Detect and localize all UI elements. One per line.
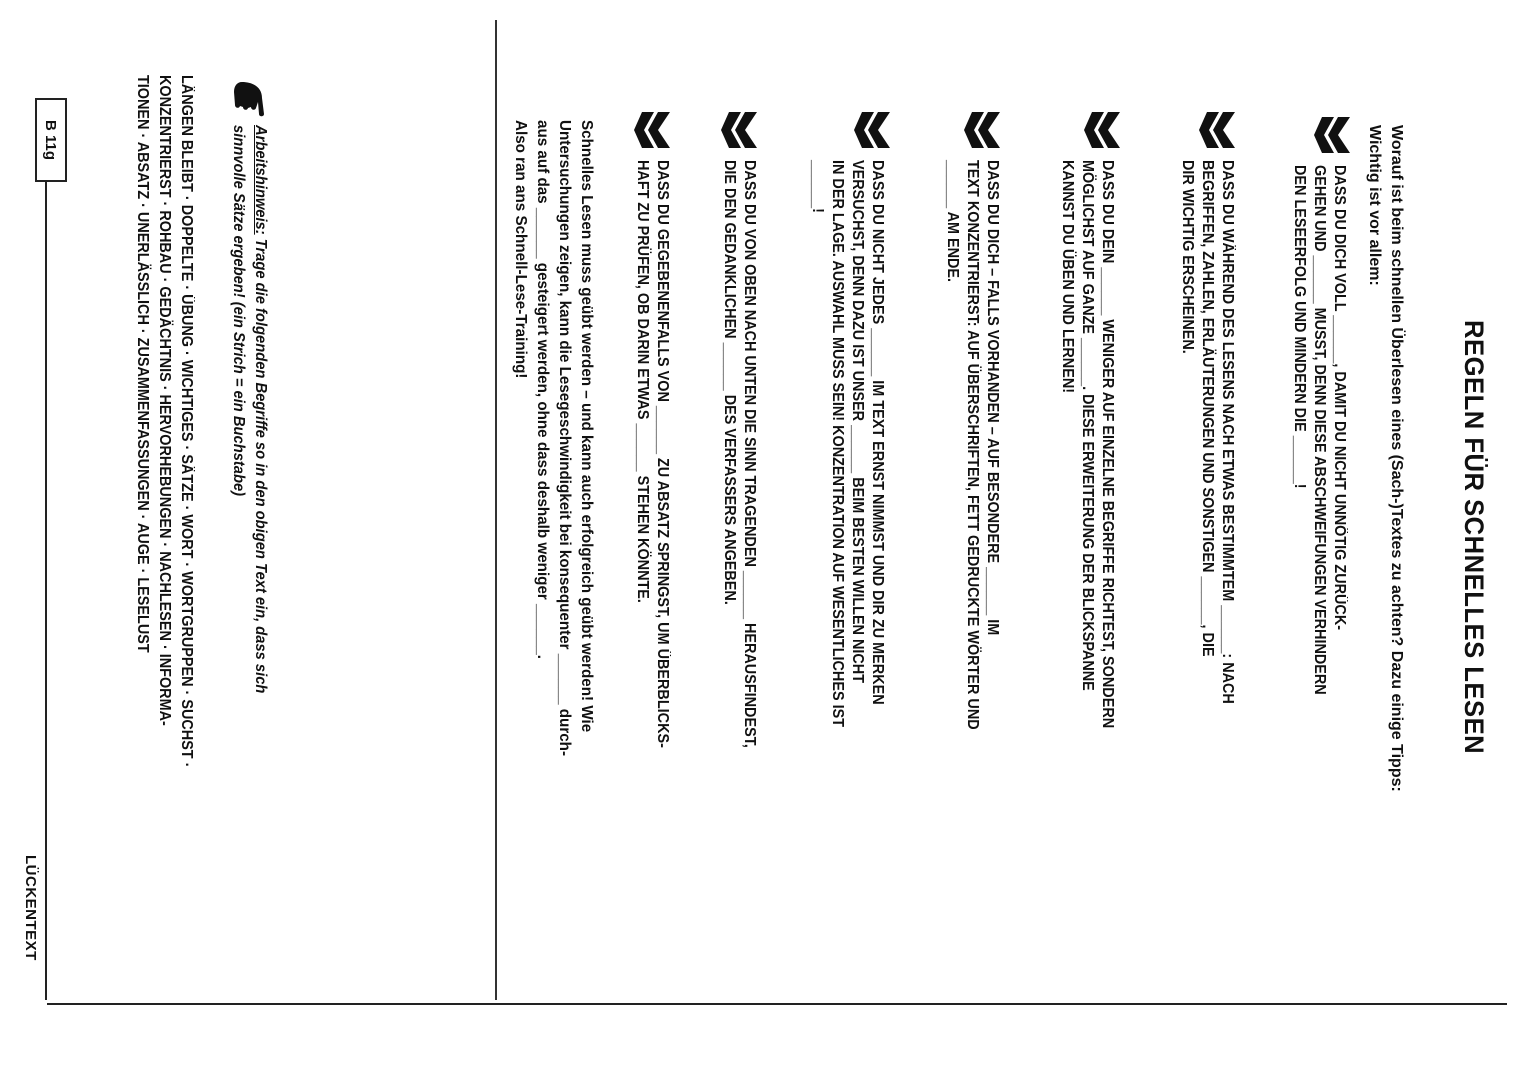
task-line-1: Trage die folgenden Begriffe so in den obigen Text ein, dass sich [252, 234, 269, 694]
right-rule [47, 1003, 1507, 1005]
intro-line-2: Wichtig ist vor allem: [1366, 125, 1383, 286]
rule-2: DASS DU WÄHREND DES LESENS NACH ETWAS BESTIMMTEM ______: NACH BEGRIFFEN, ZAHLEN, ERLÄUTERUNGEN UND SONSTIGEN ______, DIE DIR WICHTIG ERSCHEINEN. [1179, 160, 1236, 704]
double-chevron-arrow-icon [721, 110, 759, 150]
rule-1: DASS DU DICH VOLL ______, DAMIT DU NICHT UNNÖTIG ZURÜCK- GEHEN UND ______ MUSST, DENN DIESE ABSCHWEIFUNGEN VERHINDERN DEN LESEERFOLG UND MINDERN DIE ______! [1291, 165, 1348, 695]
double-chevron-arrow-icon [634, 110, 672, 150]
rule-6: DASS DU VON OBEN NACH UNTEN DIE SINN TRAGENDEN ______ HERAUSFINDEST, DIE DEN GEDANKLICHEN ______ DES VERFASSERS ANGEBEN. [721, 160, 758, 748]
intro-line-1: Worauf ist beim schnellen Überlesen eines (Sach-)Textes zu achten? Dazu einige Tipps: [1388, 125, 1405, 792]
double-chevron-arrow-icon [964, 110, 1002, 150]
double-chevron-arrow-icon [1199, 110, 1237, 150]
rule-7: DASS DU GEGEBENENFALLS VON ______ ZU ABSATZ SPRINGST, UM ÜBERBLICKS- HAFT ZU PRÜFEN, OB DARIN ETWAS ______ STEHEN KÖNNTE. [634, 160, 671, 748]
double-chevron-arrow-icon [1314, 115, 1352, 155]
worksheet-type: LÜCKENTEXT [22, 855, 39, 961]
closing-paragraph: Schnelles Lesen muss geübt werden – und kann auch erfolgreich geübt werden! Wie Untersuchungen zeigen, kann die Lesegeschwindigkeit bei konsequenter ______ durch- aus auf das ______ gesteigert werden, ohne dass deshalb weniger ______. Also ran ans Schnell-Lese-Training! [512, 120, 595, 757]
double-chevron-arrow-icon [854, 110, 892, 150]
task-label: Arbeitshinweis: [252, 125, 269, 235]
pointing-hand-icon [228, 78, 272, 118]
double-chevron-arrow-icon [1084, 110, 1122, 150]
task-instruction [227, 125, 271, 693]
rule-4: DASS DU DICH – FALLS VORHANDEN – AUF BESONDERE ______ IM TEXT KONZENTRIERST: AUF ÜBERSCHRIFTEN, FETT GEDRUCKTE WÖRTER UND ______ AM ENDE. [944, 160, 1001, 730]
page-title: REGELN FÜR SCHNELLES LESEN [1459, 320, 1489, 755]
section-divider [495, 20, 497, 1000]
rule-3: DASS DU DEIN ______ WENIGER AUF EINZELNE BEGRIFFE RICHTEST, SONDERN MÖGLICHST AUF GANZE ______. DIESE ERWEITERUNG DER BLICKSPANNE KANNST DU ÜBEN UND LERNEN! [1059, 160, 1116, 729]
task-line-2: sinnvolle Sätze ergeben! (ein Strich = ein Buchstabe) [230, 125, 247, 497]
top-rule [45, 100, 47, 1000]
word-list: LÄNGEN BLEIBT · DOPPELTE · ÜBUNG · WICHTIGES · SÄTZE · WORT · WORTGRUPPEN · SUCHST · KONZENTRIERST · ROHBAU · GEDÄCHTNIS · HERVORHEBUNGEN · NACHLESEN · INFORMA- TIONEN · ABSATZ · UNERLÄSSLICH · ZUSAMMENFASSUNGEN · AUGE · LESELUST [134, 75, 195, 768]
intro-text [1363, 125, 1407, 845]
worksheet-code: B 11g [35, 98, 67, 182]
rule-5: DASS DU NICHT JEDES ______ IM TEXT ERNST NIMMST UND DIR ZU MERKEN VERSUCHST, DENN DAZU IST UNSER ______ BEIM BESTEN WILLEN NICHT IN DER LAGE. AUSWAHL MUSS SEIN! KONZENTRATION AUF WESENTLICHES IST ______! [809, 160, 886, 728]
